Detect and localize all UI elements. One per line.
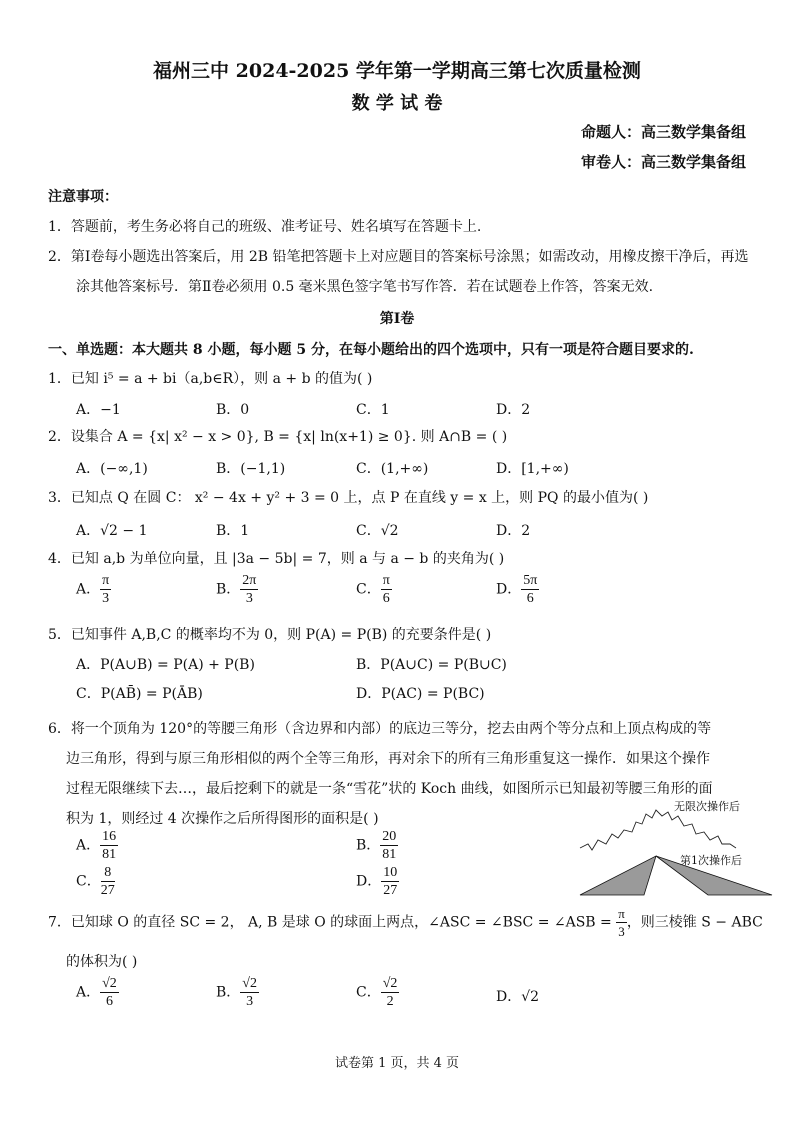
q4-stem: 4．已知 a,b 为单位向量，且 |3a − 5b| = 7，则 a 与 a − b 的夹角为( ) (48, 551, 505, 567)
q2-option-d: D．[1,+∞) (496, 461, 569, 477)
page-footer: 试卷第 1 页，共 4 页 (334, 1056, 460, 1071)
q7-stem: 7．已知球 O 的直径 SC = 2， A, B 是球 O 的球面上两点，∠ASC = ∠BSC = ∠ASB = $\frac{\pi}{3}$ ，则三棱锥 S − ABC (48, 906, 763, 939)
volume-label: 第Ⅰ卷 (379, 311, 415, 327)
q7-stem-line-2: 的体积为( ) (66, 954, 138, 970)
notes-item-2-line2: 涂其他答案标号．第Ⅱ卷必须用 0.5 毫米黑色签字笔书写作答．若在试题卷上作答，答案无效. (76, 279, 654, 295)
q1-option-b: B．0 (216, 402, 250, 418)
notes-item-1: 1．答题前，考生务必将自己的班级、准考证号、姓名填写在答题卡上. (48, 219, 482, 235)
q5-option-a: A．P(A∪B) = P(A) + P(B) (76, 657, 255, 673)
q6-option-b: B． $\frac{20}{81}$ (356, 829, 397, 862)
q2-option-a: A．(−∞,1) (76, 461, 148, 477)
q2-option-b: B．(−1,1) (216, 461, 286, 477)
q3-option-b: B．1 (216, 523, 250, 539)
q3-stem: 3．已知点 Q 在圆 C： x² − 4x + y² + 3 = 0 上，点 P 在直线 y = x 上，则 PQ 的最小值为( ) (48, 490, 649, 506)
author-line: 命题人：高三数学集备组 (580, 123, 746, 141)
q5-option-c: C．P(AB̄) = P(ĀB) (76, 686, 203, 702)
q3-option-c: C．√2 (356, 523, 399, 539)
reviewer-line: 审卷人：高三数学集备组 (580, 153, 746, 171)
figure-label-first: 第1次操作后 (680, 854, 742, 867)
q2-option-c: C．(1,+∞) (356, 461, 429, 477)
q1-option-c: C．1 (356, 402, 390, 418)
q4-option-c: C． $\frac{\pi}{6}$ (356, 573, 390, 606)
q3-option-d: D．2 (496, 523, 531, 539)
q3-option-a: A．√2 − 1 (76, 523, 148, 539)
q1-option-d: D．2 (496, 402, 531, 418)
figure-label-infinite: 无限次操作后 (674, 800, 740, 813)
q6-option-a: A． $\frac{16}{81}$ (76, 829, 117, 862)
q5-option-b: B．P(A∪C) = P(B∪C) (356, 657, 507, 673)
q6-option-d: D． $\frac{10}{27}$ (356, 865, 398, 898)
q4-option-d: D． $\frac{5\pi}{6}$ (496, 573, 538, 606)
koch-curve-figure (576, 800, 776, 900)
q6-line-2: 边三角形，得到与原三角形相似的两个全等三角形，再对余下的所有三角形重复这一操作．如果这个操作 (66, 751, 710, 767)
q5-option-d: D．P(AC) = P(BC) (356, 686, 485, 702)
exam-title: 福州三中 2024-2025 学年第一学期高三第七次质量检测 (153, 60, 641, 82)
section-heading: 一、单选题：本大题共 8 小题，每小题 5 分，在每小题给出的四个选项中，只有一项是符合题目要求的. (48, 342, 694, 358)
notes-item-2-line1: 2．第Ⅰ卷每小题选出答案后，用 2B 铅笔把答题卡上对应题目的答案标号涂黑；如需改动，用橡皮擦干净后，再选 (48, 249, 749, 265)
q7-option-a: A． $\frac{√2}{6}$ (76, 976, 117, 1009)
q6-option-c: C． $\frac{8}{27}$ (76, 865, 115, 898)
exam-subtitle: 数 学 试 卷 (351, 93, 443, 114)
q2-stem: 2．设集合 A = {x| x² − x > 0}, B = {x| ln(x+1) ≥ 0}. 则 A∩B = ( ) (48, 429, 508, 445)
q1-stem: 1．已知 i⁵ = a + bi（a,b∈R），则 a + b 的值为( ) (48, 371, 373, 387)
q5-stem: 5．已知事件 A,B,C 的概率均不为 0，则 P(A) = P(B) 的充要条件是( ) (48, 627, 492, 643)
q1-option-a: A．−1 (76, 402, 121, 418)
q6-line-1: 6．将一个顶角为 120°的等腰三角形（含边界和内部）的底边三等分，挖去由两个等分点和上顶点构成的等 (48, 721, 712, 737)
q7-option-d: D．√2 (496, 989, 540, 1005)
notes-heading: 注意事项： (48, 189, 118, 205)
q7-option-c: C． $\frac{√2}{2}$ (356, 976, 398, 1009)
left-triangle (580, 856, 656, 895)
q6-line-4: 积为 1，则经过 4 次操作之后所得图形的面积是( ) (66, 811, 379, 827)
q7-option-b: B． $\frac{√2}{3}$ (216, 976, 257, 1009)
koch-snowflake-curve (580, 810, 736, 850)
q6-line-3: 过程无限继续下去…，最后挖剩下的就是一条“雪花”状的 Koch 曲线，如图所示已知最初等腰三角形的面 (66, 781, 713, 797)
q4-option-b: B． $\frac{2\pi}{3}$ (216, 573, 257, 606)
q4-option-a: A． $\frac{\pi}{3}$ (76, 573, 110, 606)
